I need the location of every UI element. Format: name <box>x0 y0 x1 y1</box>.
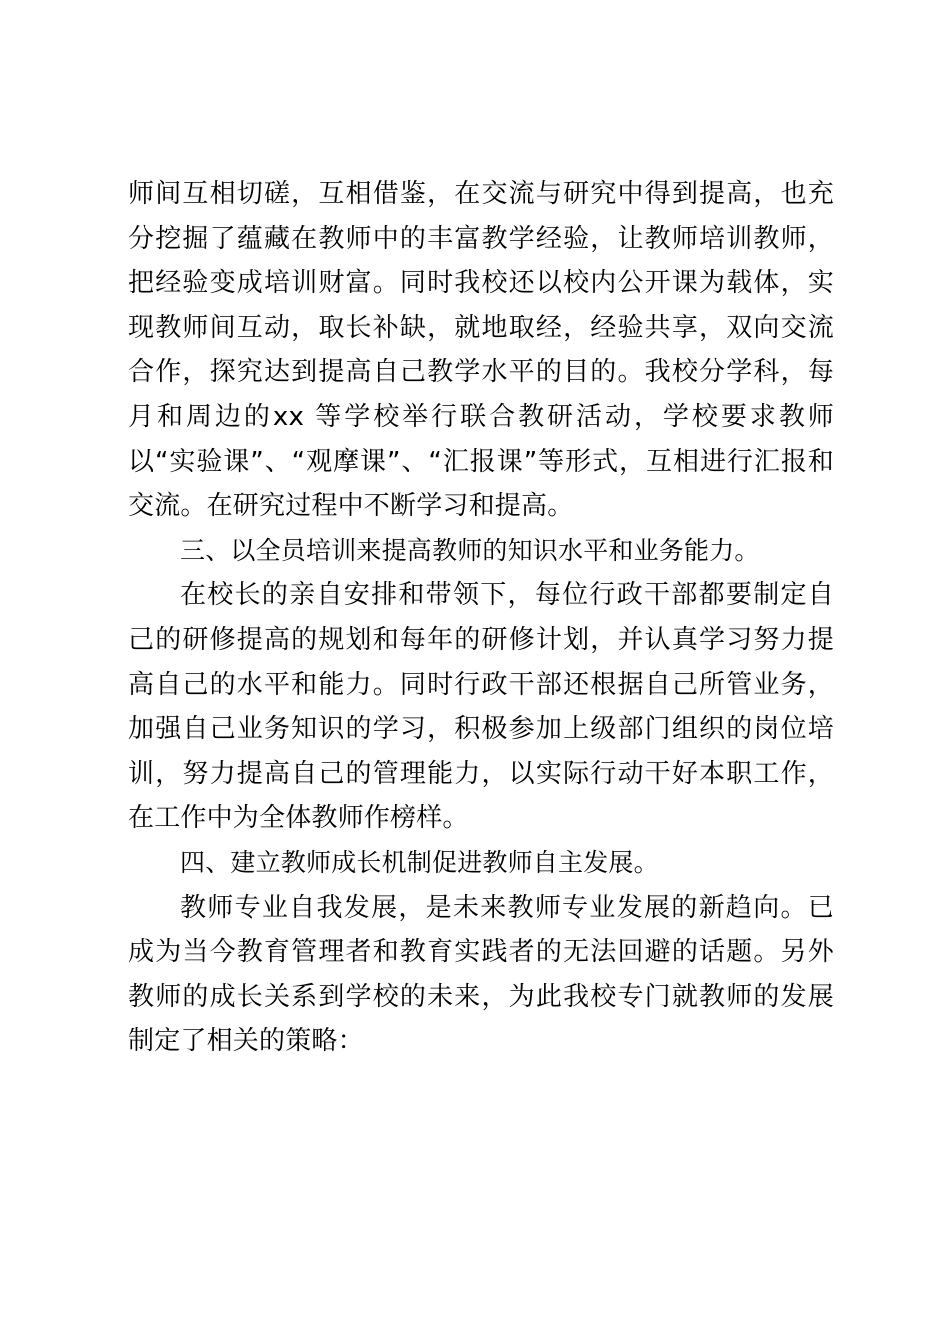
paragraph-teacher-growth: 教师专业自我发展，是未来教师专业发展的新趋向。已成为当今教育管理者和教育实践者的无法回避的话题。另外教师的成长关系到学校的未来，为此我校专门就教师的发展制定了相关的策略： <box>128 892 834 1057</box>
document-body <box>128 172 834 1064</box>
section-heading-four: 四、建立教师成长机制促进教师自主发展。 <box>180 847 659 877</box>
paragraph-staff-training: 在校长的亲自安排和带领下，每位行政干部都要制定自己的研修提高的规划和每年的研修计划，并认真学习努力提高自己的水平和能力。同时行政干部还根据自己所管业务，加强自己业务知识的学习，积极参加上级部门组织的岗位培训，努力提高自己的管理能力，以实际行动干好本职工作，在工作中为全体教师作榜样。 <box>128 580 834 834</box>
section-heading-three: 三、以全员培训来提高教师的知识水平和业务能力。 <box>180 535 760 565</box>
paragraph-continuation: 师间互相切磋，互相借鉴，在交流与研究中得到提高，也充分挖掘了蕴藏在教师中的丰富教学经验，让教师培训教师，把经验变成培训财富。同时我校还以校内公开课为载体，实现教师间互动，取长补缺，就地取经，经验共享，双向交流合作，探究达到提高自己教学水平的目的。我校分学科，每月和周边的xx 等学校举行联合教研活动，学校要求教师以“实验课”、“观摩课”、“汇报课”等形式，互相进行汇报和交流。在研究过程中不断学习和提高。 <box>128 179 834 522</box>
